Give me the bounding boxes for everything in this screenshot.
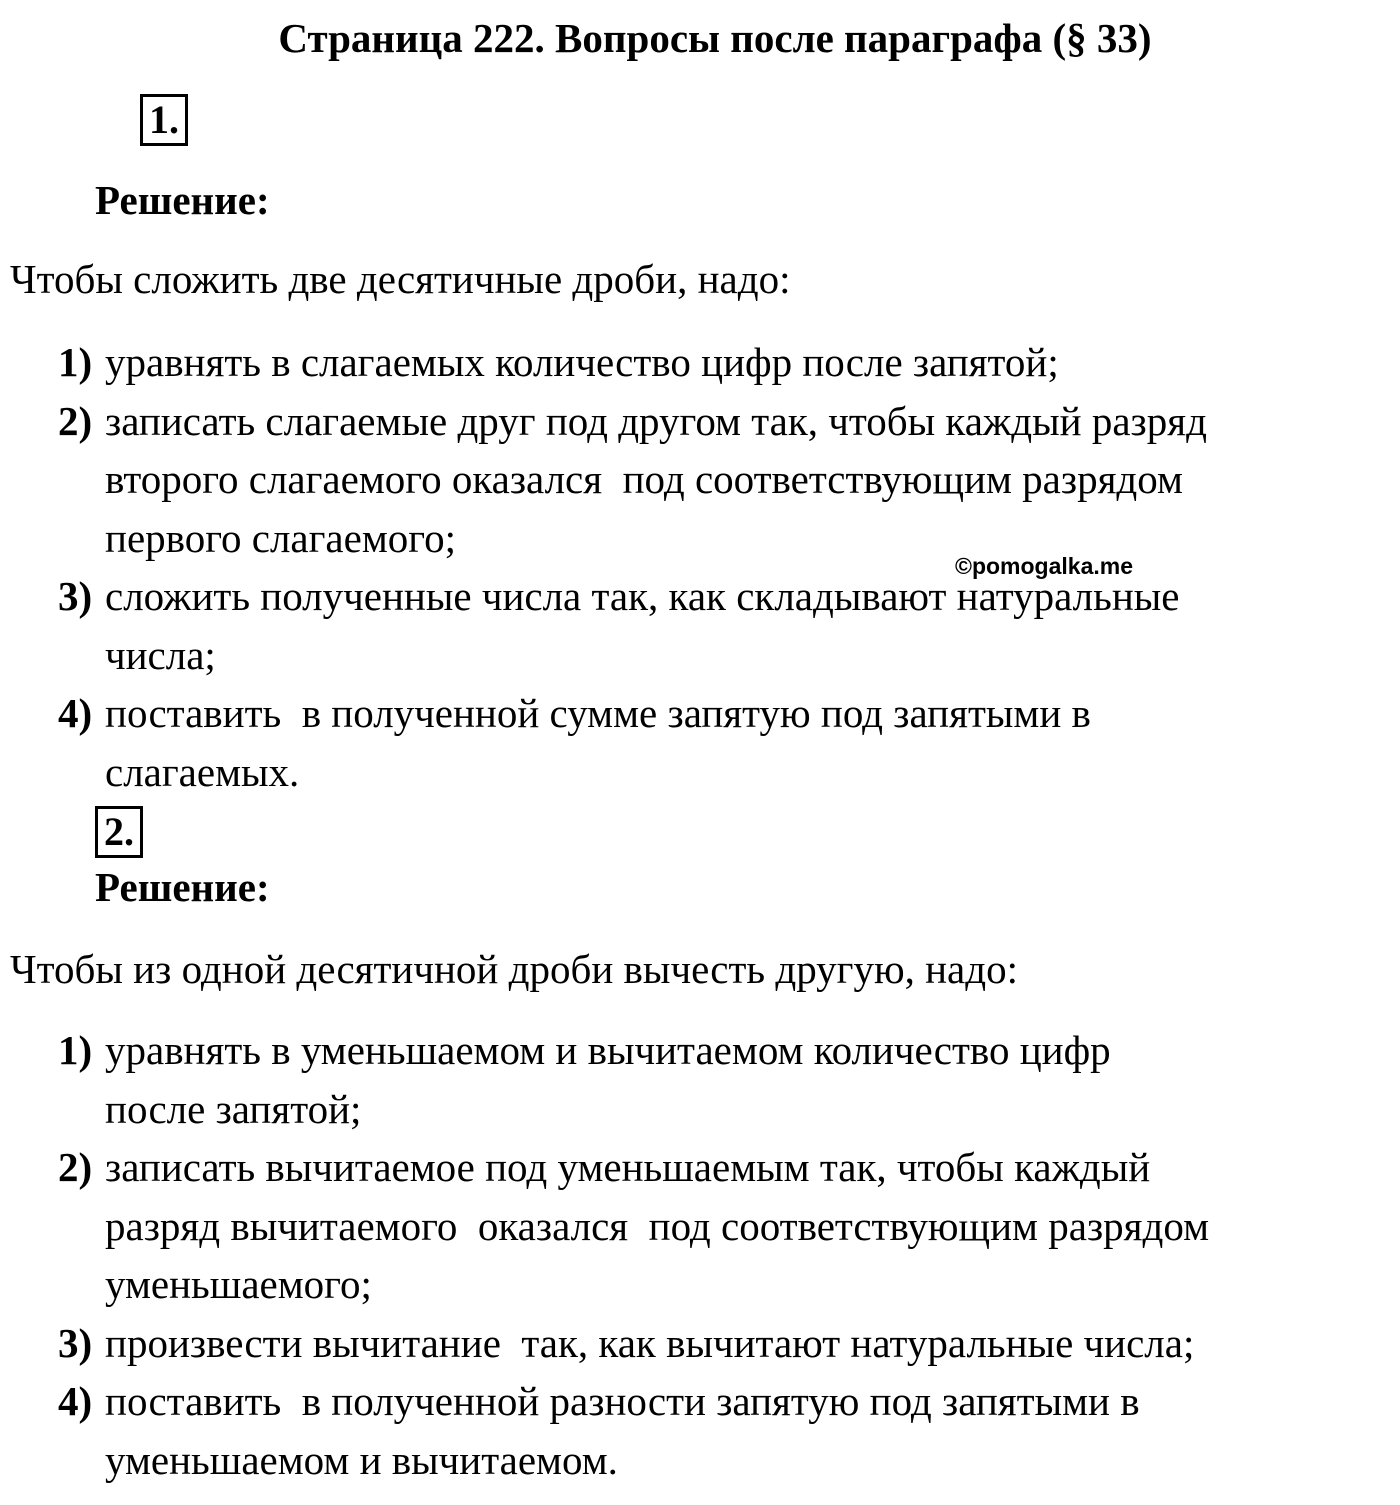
step-number: 3) bbox=[58, 573, 93, 619]
step-text bbox=[105, 567, 1388, 684]
step-line: уменьшаемом и вычитаемом. bbox=[105, 1436, 618, 1483]
step-line: слагаемых. bbox=[105, 748, 300, 795]
task-2-steps bbox=[58, 1021, 1388, 1489]
step-text bbox=[105, 1138, 1388, 1314]
step-line: уравнять в уменьшаемом и вычитаемом количество цифр bbox=[105, 1027, 1111, 1073]
step-line: поставить в полученной разности запятую под запятыми в bbox=[105, 1378, 1140, 1424]
step-text bbox=[105, 333, 1388, 392]
step-text bbox=[105, 392, 1388, 568]
task-1-intro: Чтобы сложить две десятичные дроби, надо: bbox=[10, 256, 791, 302]
step-item bbox=[58, 1314, 1388, 1373]
step-text bbox=[105, 684, 1388, 801]
task-2-intro: Чтобы из одной десятичной дроби вычесть другую, надо: bbox=[10, 946, 1019, 992]
task-number-2: 2. bbox=[95, 806, 143, 858]
step-line: уравнять в слагаемых количество цифр после запятой; bbox=[105, 339, 1059, 385]
watermark: ©pomogalka.me bbox=[955, 553, 1133, 579]
step-number: 4) bbox=[58, 1378, 93, 1424]
step-text bbox=[105, 1314, 1388, 1373]
step-item bbox=[58, 1138, 1388, 1314]
step-item bbox=[58, 684, 1388, 801]
step-line: первого слагаемого; bbox=[105, 514, 456, 561]
step-item bbox=[58, 333, 1388, 392]
step-number: 1) bbox=[58, 1027, 93, 1073]
step-line: уменьшаемого; bbox=[105, 1261, 372, 1307]
step-item bbox=[58, 392, 1388, 568]
step-line: произвести вычитание так, как вычитают натуральные числа; bbox=[105, 1319, 1195, 1366]
step-number: 2) bbox=[58, 1144, 93, 1190]
step-line: разряд вычитаемого оказался под соответствующим разрядом bbox=[105, 1202, 1210, 1249]
step-line: после запятой; bbox=[105, 1085, 362, 1132]
step-item bbox=[58, 1372, 1388, 1489]
step-number: 2) bbox=[58, 397, 93, 444]
solution-label-1: Решение: bbox=[95, 177, 270, 223]
step-item bbox=[58, 1021, 1388, 1138]
solution-label-2: Решение: bbox=[95, 864, 270, 910]
step-number: 1) bbox=[58, 339, 93, 385]
step-line: записать слагаемые друг под другом так, чтобы каждый разряд bbox=[105, 397, 1207, 444]
step-text bbox=[105, 1372, 1388, 1489]
step-line: поставить в полученной сумме запятую под запятыми в bbox=[105, 690, 1091, 736]
task-1-steps bbox=[58, 333, 1388, 801]
step-line: записать вычитаемое под уменьшаемым так, чтобы каждый bbox=[105, 1144, 1151, 1190]
task-number-1: 1. bbox=[140, 94, 188, 146]
step-number: 3) bbox=[58, 1319, 93, 1366]
page-title: Страница 222. Вопросы после параграфа (§ 33) bbox=[278, 15, 1152, 61]
step-number: 4) bbox=[58, 690, 93, 736]
step-line: второго слагаемого оказался под соответствующим разрядом bbox=[105, 456, 1183, 502]
step-item bbox=[58, 567, 1388, 684]
step-text bbox=[105, 1021, 1388, 1138]
step-line: числа; bbox=[105, 631, 216, 678]
step-line: сложить полученные числа так, как складывают натуральные bbox=[105, 573, 1180, 619]
